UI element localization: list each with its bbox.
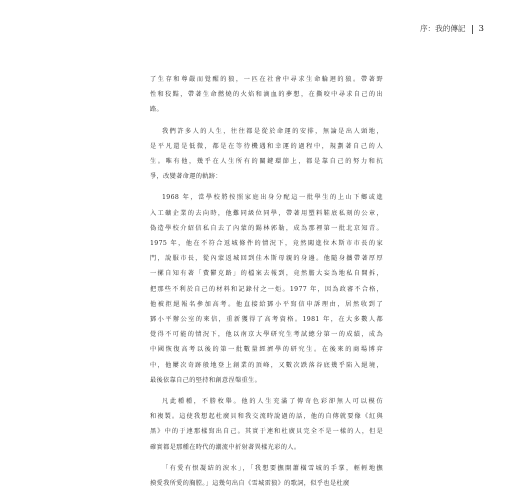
text-line: 是平凡還是低微，都是在等待機遇和幸運的過程中，規劃著自己的人: [150, 142, 383, 150]
text-line: 我們許多人的人生，往往都是從於命運的安排，無論是出人頭地，: [162, 127, 383, 135]
text-line: 偽造學校介紹信私自去了內蒙的錫林郭勒，成為那裡第一批北京知青。: [150, 224, 383, 232]
text-line: 了生存和尊嚴而覺醒的狼，一匹在社會中尋求生命輪迴的狼。帶著野: [150, 76, 383, 83]
text-line: 確實都是那種在時代的潮流中折射著異樣光彩的人。: [150, 443, 301, 451]
text-line: 把那些不利於自己的材料和記錄付之一炬。1977 年，因為政審不合格，: [150, 285, 383, 293]
body-text: [150, 72, 383, 491]
paragraph: [150, 124, 383, 185]
text-line: 他被拒絕報名參加高考。他直接給鄧小平寫信申訴理由，居然收到了: [150, 300, 383, 308]
paragraph: [150, 461, 383, 491]
text-line: 最後依靠自己的堅持和創意涅槃重生。: [150, 376, 262, 384]
text-line: 覺得不可能的情況下，他以南京大學研究生考試總分第一的成績，成為: [150, 331, 383, 339]
text-line: 性和狡黠，帶著生命燃燒的火焰和滴血的夢想，在撕咬中尋求自己的出: [150, 91, 383, 99]
paragraph: [150, 190, 383, 388]
running-head: [420, 22, 484, 36]
page-number: 3: [478, 24, 484, 34]
header-divider: [472, 25, 473, 34]
paragraph: [150, 72, 383, 118]
text-line: 爭，改變著命運的軌跡：: [150, 173, 222, 181]
text-line: 鄧小平辦公室的來信，重新獲得了高考資格。1981 年，在大多數人都: [150, 316, 383, 324]
chapter-title: 序：我的傳記: [419, 24, 466, 33]
text-line: 凡此種種，不勝枚舉。他的人生充滿了傳奇色彩卻無人可以模仿: [162, 398, 383, 406]
paragraph: [150, 394, 383, 455]
text-line: 1968 年，當學校將按照家庭出身分配這一批學生的上山下鄉或進: [162, 194, 383, 202]
text-line: 入工礦企業的去向時，他難同級位同學，帶著用塑料鞋底私刻的公章，: [150, 209, 383, 217]
text-line: 一摞自知有著「費鬱克路」的檔案去報到，竟然膽大妄為地私自開拆，: [150, 270, 383, 278]
text-line: 1975 年，他在不符合返城條件的情況下，竟然闖進位木斯市市長的家: [150, 240, 383, 248]
text-line: 摸愛我所愛的胸膛。」這幾句出自《雪城雷狼》的歌詞，似乎也是杜廣: [150, 480, 350, 488]
text-line: 「有愛有恨凝結的淚水」，「我想要撫開蕭橫雪城的手掌，輕輕地撫: [162, 464, 383, 472]
text-line: 黑》中的于連那樣寫出自己。其實于連和杜廣貝完全不是一樣的人，但是: [150, 428, 383, 436]
text-line: 路。: [150, 106, 164, 114]
text-line: 和複製。這使我想起杜廣貝和我交流時說過的話，他的自傳就要像《紅與: [150, 413, 383, 421]
text-line: 門，說服市長，從內蒙返城回到佳木斯母親的身邊。他隨身攜帶著厚厚: [150, 255, 383, 263]
text-line: 生。唯有他，幾乎在人生所有的關鍵環節上，都是靠自己的努力和抗: [150, 158, 383, 166]
text-line: 中國恢復高考以後的第一批數量經濟學的研究生。在後來的商場博弈: [150, 346, 383, 354]
text-line: 中，他屢次奇跡般地登上創業的頂峰，又數次跌落谷底幾乎陷入絕境，: [150, 361, 383, 369]
